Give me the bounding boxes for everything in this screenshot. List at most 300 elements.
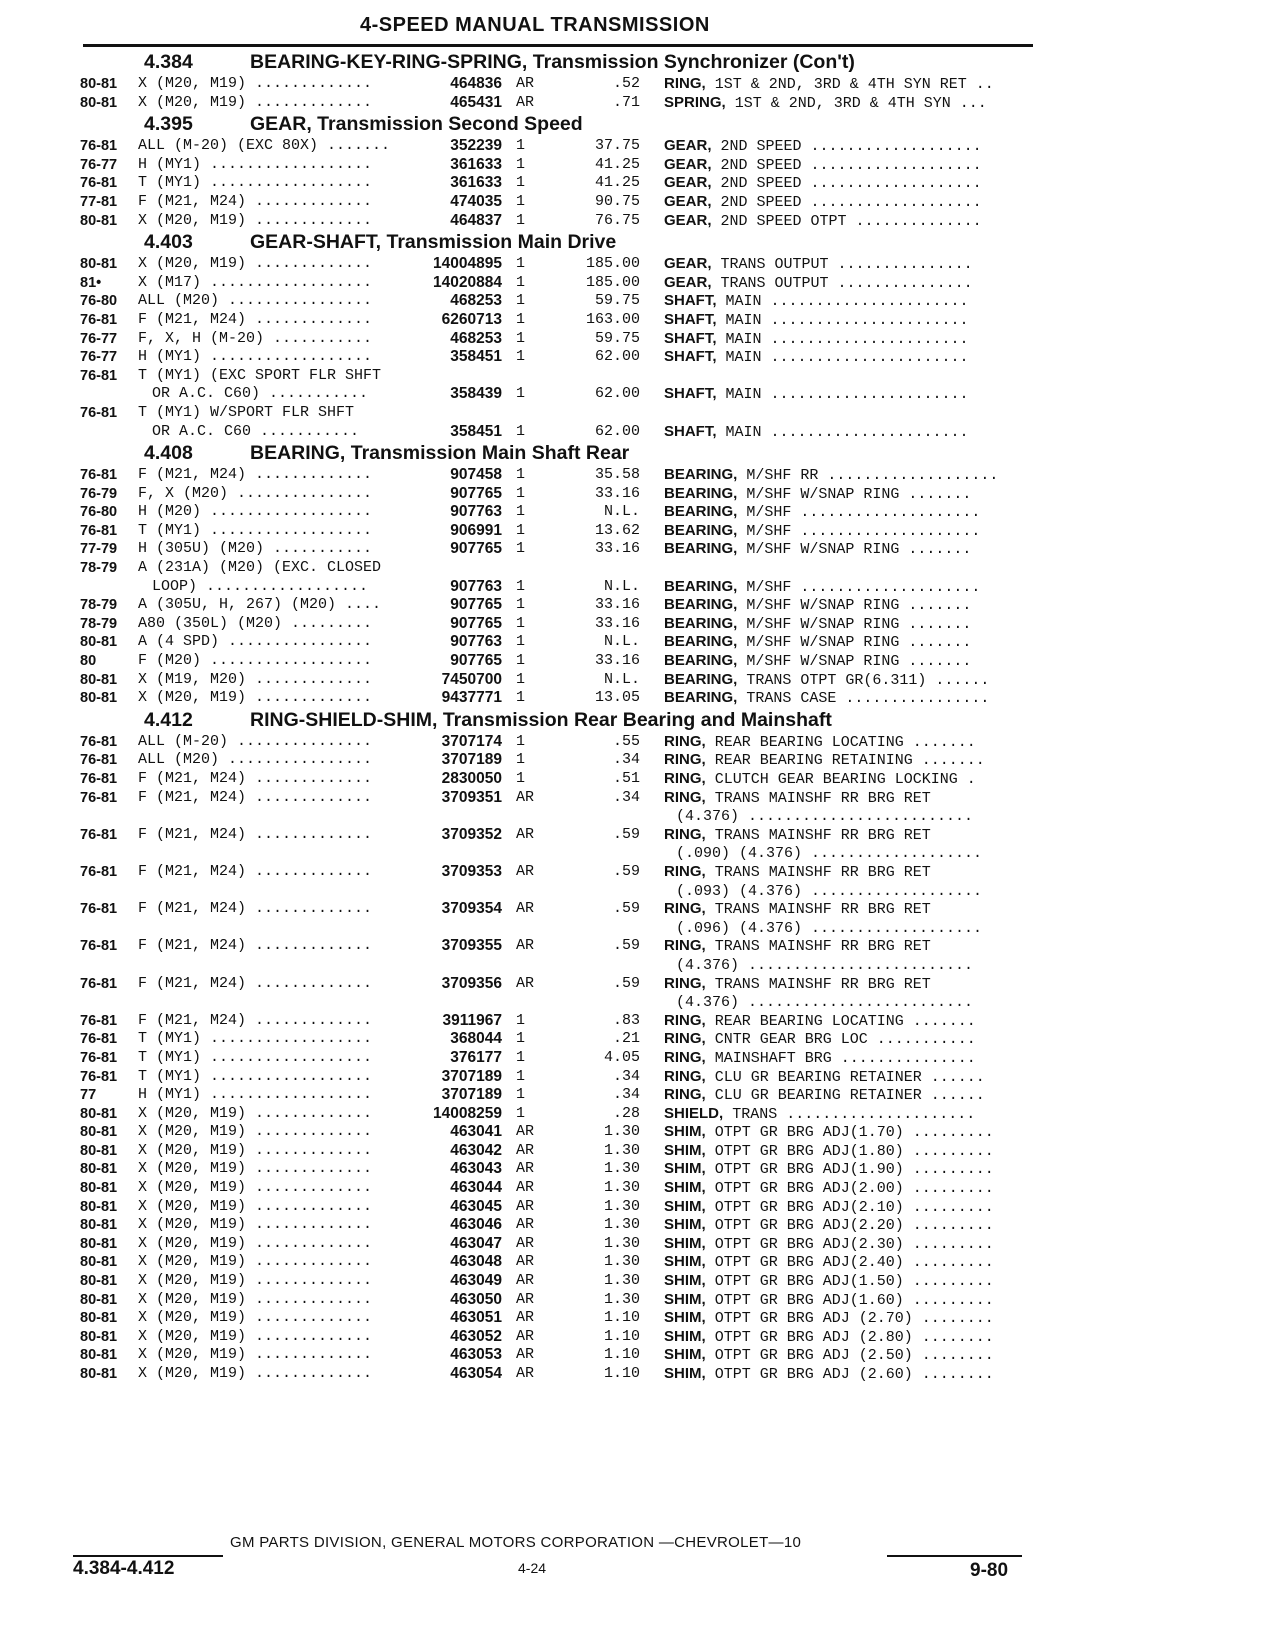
part-name: RING,	[664, 1011, 706, 1029]
model-years: 80-81	[80, 1180, 118, 1197]
part-row	[80, 596, 1035, 615]
list-price: 1.30	[603, 1197, 640, 1215]
list-price: 1.30	[603, 1272, 640, 1290]
quantity: AR	[516, 1123, 535, 1141]
quantity: 1	[516, 577, 526, 595]
part-description	[664, 75, 1034, 95]
description-text: TRANS .....................	[732, 1105, 976, 1123]
part-description	[664, 1346, 1034, 1366]
part-row	[80, 1328, 1035, 1347]
part-number: 3709356	[441, 974, 502, 992]
part-number: 463043	[450, 1160, 502, 1178]
part-row	[80, 1179, 1035, 1198]
description-text: REAR BEARING RETAINING .......	[714, 752, 985, 770]
model-years: 77-79	[80, 541, 118, 558]
part-name: RING,	[664, 825, 706, 843]
part-name: RING,	[664, 1067, 706, 1085]
part-description	[664, 733, 1034, 753]
list-price: .59	[612, 862, 640, 880]
model-line: H (M20) ..................	[138, 503, 373, 521]
part-name: SHAFT,	[664, 348, 717, 366]
part-description	[664, 292, 1034, 312]
part-name: BEARING,	[664, 521, 738, 539]
part-number: 3709352	[441, 825, 502, 843]
quantity: AR	[516, 93, 535, 111]
part-description	[664, 274, 1034, 294]
description-text: OTPT GR BRG ADJ(1.60) .........	[714, 1291, 994, 1309]
part-row	[80, 1272, 1035, 1291]
part-name: SHAFT,	[664, 422, 717, 440]
description-text: MAIN ......................	[725, 293, 969, 311]
part-row	[80, 733, 1035, 752]
quantity: 1	[516, 1086, 526, 1104]
part-description	[664, 578, 1034, 598]
list-price: .83	[612, 1011, 640, 1029]
part-description	[664, 540, 1034, 560]
part-description	[664, 937, 1034, 975]
description-text: M/SHF ....................	[746, 522, 981, 540]
description-text: OTPT GR BRG ADJ (2.80) ........	[714, 1328, 994, 1346]
part-number: 463052	[450, 1327, 502, 1345]
part-row	[80, 348, 1035, 367]
part-row	[80, 770, 1035, 789]
quantity: AR	[516, 974, 535, 992]
model-years: 80-81	[80, 76, 118, 92]
model-line: F (M21, M24) .............	[138, 770, 373, 787]
part-row	[80, 559, 1035, 596]
footer-section-range: 4.384-4.412	[73, 1558, 175, 1579]
model-line: X (M20, M19) .............	[138, 1365, 373, 1382]
part-number: 463049	[450, 1272, 502, 1290]
description-text: M/SHF ....................	[746, 504, 981, 522]
model-years: 78-79	[80, 597, 118, 614]
description-text: OTPT GR BRG ADJ(1.80) .........	[714, 1142, 994, 1160]
part-description	[664, 1328, 1034, 1348]
part-description	[664, 385, 1034, 405]
part-number: 907765	[450, 614, 502, 632]
quantity: AR	[516, 1197, 535, 1215]
section-number: 4.412	[144, 708, 193, 731]
list-price: 1.30	[603, 1123, 640, 1141]
list-price: .59	[612, 974, 640, 992]
part-name: SHAFT,	[664, 329, 717, 347]
list-price: .59	[612, 937, 640, 955]
model-years: 76-81	[80, 975, 118, 992]
part-row	[80, 1309, 1035, 1328]
part-name: BEARING,	[664, 577, 738, 595]
part-name: SHAFT,	[664, 385, 717, 403]
quantity: AR	[516, 937, 535, 955]
quantity: 1	[516, 652, 526, 670]
model-line: T (MY1) (EXC SPORT FLR SHFT	[138, 366, 382, 384]
part-description	[664, 330, 1034, 350]
model-line: X (M20, M19) .............	[138, 1141, 373, 1159]
quantity: 1	[516, 521, 526, 539]
part-number: 468253	[450, 329, 502, 347]
description-text: TRANS MAINSHF RR BRG RET	[714, 975, 931, 993]
description-text: OTPT GR BRG ADJ(2.00) .........	[714, 1180, 994, 1198]
model-line: H (MY1) ..................	[138, 348, 373, 366]
model-line: F, X (M20) ...............	[138, 484, 373, 502]
list-price: 62.00	[594, 348, 640, 366]
part-number: 907763	[450, 633, 502, 651]
description-text: MAIN ......................	[725, 311, 969, 329]
part-number: 474035	[450, 192, 502, 210]
list-price: 37.75	[594, 137, 640, 155]
quantity: AR	[516, 1327, 535, 1345]
list-price: 62.00	[594, 385, 640, 403]
list-price: 62.00	[594, 422, 640, 440]
description-text: TRANS MAINSHF RR BRG RET	[714, 938, 931, 956]
quantity: 1	[516, 633, 526, 651]
section-title: GEAR, Transmission Second Speed	[250, 113, 583, 136]
model-years: 76-80	[80, 504, 118, 521]
list-price: 163.00	[585, 310, 640, 328]
part-row	[80, 404, 1035, 441]
part-number: 376177	[450, 1048, 502, 1066]
part-row	[80, 1365, 1035, 1384]
part-row	[80, 652, 1035, 671]
part-row	[80, 1198, 1035, 1217]
section-title: GEAR-SHAFT, Transmission Main Drive	[250, 231, 617, 254]
part-description	[664, 348, 1034, 368]
list-price: 41.25	[594, 174, 640, 192]
description-text: TRANS OUTPUT ...............	[720, 274, 973, 292]
part-number: 463045	[450, 1197, 502, 1215]
part-row	[80, 1235, 1035, 1254]
part-row	[80, 311, 1035, 330]
section-number: 4.403	[144, 231, 193, 254]
part-description	[664, 1160, 1034, 1180]
model-line: T (MY1) ..................	[138, 521, 373, 539]
quantity: 1	[516, 155, 526, 173]
model-line: T (MY1) ..................	[138, 1030, 373, 1048]
part-name: SHIM,	[664, 1179, 706, 1197]
model-line: X (M20, M19) .............	[138, 211, 373, 229]
part-row	[80, 485, 1035, 504]
description-text: MAINSHAFT BRG ...............	[714, 1049, 976, 1067]
section-number: 4.395	[144, 113, 193, 136]
model-years: 80-81	[80, 1105, 118, 1122]
description-text: MAIN ......................	[725, 330, 969, 348]
description-text: OTPT GR BRG ADJ (2.50) ........	[714, 1347, 994, 1365]
list-price: 1.30	[603, 1160, 640, 1178]
description-text: OTPT GR BRG ADJ(1.90) .........	[714, 1161, 994, 1179]
list-price: 185.00	[585, 273, 640, 291]
list-price: .52	[612, 75, 640, 92]
part-number: 3709355	[441, 937, 502, 955]
description-continued: (4.376) .........................	[676, 956, 974, 974]
footer-publisher: GM PARTS DIVISION, GENERAL MOTORS CORPORATION —CHEVROLET—10	[230, 1534, 802, 1551]
section-title: RING-SHIELD-SHIM, Transmission Rear Bearing and Mainshaft	[250, 708, 832, 731]
model-line: X (M20, M19) .............	[138, 1346, 373, 1364]
quantity: 1	[516, 1104, 526, 1122]
quantity: 1	[516, 273, 526, 291]
model-years: 76-81	[80, 522, 118, 539]
model-years: 76-81	[80, 826, 118, 843]
list-price: 33.16	[594, 540, 640, 558]
model-line: X (M20, M19) .............	[138, 75, 373, 92]
model-line: X (M20, M19) .............	[138, 1197, 373, 1215]
part-number: 907765	[450, 596, 502, 614]
description-text: 2ND SPEED OTPT ..............	[720, 212, 982, 230]
model-line: X (M20, M19) .............	[138, 689, 373, 707]
description-text: CLUTCH GEAR BEARING LOCKING .	[714, 771, 976, 788]
part-row	[80, 330, 1035, 349]
part-number: 463051	[450, 1309, 502, 1327]
model-line: F (M21, M24) .............	[138, 937, 373, 955]
part-number: 14004895	[433, 255, 502, 273]
model-years: 80-81	[80, 1310, 118, 1327]
part-name: SHIELD,	[664, 1104, 724, 1122]
quantity: AR	[516, 1309, 535, 1327]
description-text: TRANS MAINSHF RR BRG RET	[714, 789, 931, 807]
part-row	[80, 937, 1035, 974]
description-text: OTPT GR BRG ADJ (2.60) ........	[714, 1366, 994, 1383]
model-years: 76-81	[80, 789, 118, 806]
quantity: 1	[516, 1011, 526, 1029]
model-years: 80-81	[80, 690, 118, 707]
part-name: BEARING,	[664, 670, 738, 688]
quantity: 1	[516, 689, 526, 707]
part-description	[664, 1272, 1034, 1292]
part-name: GEAR,	[664, 255, 712, 273]
part-row	[80, 137, 1035, 156]
part-description	[664, 1123, 1034, 1143]
model-line: X (M20, M19) .............	[138, 1327, 373, 1345]
part-row	[80, 466, 1035, 485]
description-text: 2ND SPEED ...................	[720, 138, 982, 156]
part-name: GEAR,	[664, 211, 712, 229]
part-number: 3707174	[441, 732, 502, 750]
part-row	[80, 1142, 1035, 1161]
part-description	[664, 615, 1034, 635]
part-name: SHIM,	[664, 1160, 706, 1178]
part-description	[664, 1235, 1034, 1255]
model-line: X (M20, M19) .............	[138, 1272, 373, 1290]
part-description	[664, 1253, 1034, 1273]
model-years: 76-81	[80, 175, 118, 192]
part-row	[80, 156, 1035, 175]
description-text: M/SHF W/SNAP RING .......	[746, 653, 972, 671]
list-price: 1.30	[603, 1179, 640, 1197]
part-number: 463044	[450, 1179, 502, 1197]
part-row	[80, 522, 1035, 541]
part-row	[80, 367, 1035, 404]
part-number: 468253	[450, 292, 502, 310]
model-line: H (MY1) ..................	[138, 1086, 373, 1104]
part-description	[664, 466, 1034, 486]
description-text: M/SHF W/SNAP RING .......	[746, 615, 972, 633]
list-price: .21	[612, 1030, 640, 1048]
part-row	[80, 1160, 1035, 1179]
list-price: .34	[612, 751, 640, 769]
description-text: OTPT GR BRG ADJ(2.20) .........	[714, 1217, 994, 1235]
list-price: 1.10	[603, 1346, 640, 1364]
part-number: 3709351	[441, 788, 502, 806]
part-row	[80, 826, 1035, 863]
part-name: BEARING,	[664, 596, 738, 614]
description-text: CLU GR BEARING RETAINER ......	[714, 1068, 985, 1086]
model-years: 76-81	[80, 1068, 118, 1085]
quantity: AR	[516, 862, 535, 880]
model-line: F (M21, M24) .............	[138, 788, 373, 806]
list-price: .59	[612, 825, 640, 843]
model-line: X (M20, M19) .............	[138, 1309, 373, 1327]
description-text: 2ND SPEED ...................	[720, 156, 982, 174]
part-name: BEARING,	[664, 614, 738, 632]
model-line: A80 (350L) (M20) .........	[138, 614, 373, 632]
quantity: AR	[516, 1253, 535, 1271]
model-line: T (MY1) ..................	[138, 1067, 373, 1085]
description-continued: (.096) (4.376) ...................	[676, 919, 983, 937]
part-description	[664, 863, 1034, 901]
part-number: 6260713	[441, 310, 502, 328]
model-line: F (M21, M24) .............	[138, 310, 373, 328]
part-description	[664, 789, 1034, 827]
model-years: 80-81	[80, 1328, 118, 1345]
model-line: X (M20, M19) .............	[138, 1160, 373, 1178]
part-row	[80, 255, 1035, 274]
quantity: 1	[516, 348, 526, 366]
model-years: 80-81	[80, 1161, 118, 1178]
part-row	[80, 1068, 1035, 1087]
description-text: 1ST & 2ND, 3RD & 4TH SYN ...	[734, 94, 987, 112]
model-line: F (M21, M24) .............	[138, 466, 373, 484]
description-text: M/SHF W/SNAP RING .......	[746, 485, 972, 503]
part-number: 465431	[450, 93, 502, 111]
description-text: MAIN ......................	[725, 386, 969, 404]
list-price: .34	[612, 788, 640, 806]
part-name: SHAFT,	[664, 310, 717, 328]
part-name: RING,	[664, 900, 706, 918]
model-line: H (MY1) ..................	[138, 155, 373, 173]
part-name: SHIM,	[664, 1216, 706, 1234]
quantity: AR	[516, 1179, 535, 1197]
quantity: 1	[516, 614, 526, 632]
list-price: N.L.	[603, 503, 640, 521]
description-text: M/SHF W/SNAP RING .......	[746, 634, 972, 652]
part-number: 463047	[450, 1234, 502, 1252]
part-name: SHIM,	[664, 1309, 706, 1327]
part-name: BEARING,	[664, 689, 738, 707]
part-description	[664, 770, 1034, 790]
part-description	[664, 485, 1034, 505]
part-number: 907458	[450, 466, 502, 484]
model-line: ALL (M-20) (EXC 80X) .......	[138, 137, 391, 155]
model-line: X (M20, M19) .............	[138, 1234, 373, 1252]
model-years: 76-81	[80, 311, 118, 328]
part-name: BEARING,	[664, 540, 738, 558]
list-price: .71	[612, 93, 640, 111]
model-line-continued: OR A.C. C60 ...........	[152, 422, 360, 440]
part-number: 907765	[450, 652, 502, 670]
model-years: 80-81	[80, 634, 118, 651]
part-row	[80, 863, 1035, 900]
part-name: SHIM,	[664, 1327, 706, 1345]
model-years: 80-81	[80, 1273, 118, 1290]
model-line: A (231A) (M20) (EXC. CLOSED	[138, 559, 382, 577]
part-description	[664, 652, 1034, 672]
part-description	[664, 633, 1034, 653]
model-years: 76-77	[80, 349, 118, 366]
part-number: 907765	[450, 540, 502, 558]
list-price: 1.30	[603, 1234, 640, 1252]
model-line: X (M20, M19) .............	[138, 1253, 373, 1271]
quantity: 1	[516, 292, 526, 310]
list-price: 33.16	[594, 652, 640, 670]
section-heading	[80, 230, 1035, 255]
description-text: MAIN ......................	[725, 423, 969, 441]
model-years: 76-79	[80, 485, 118, 502]
part-row	[80, 975, 1035, 1012]
part-description	[664, 1068, 1034, 1088]
part-description	[664, 212, 1034, 232]
part-row	[80, 671, 1035, 690]
quantity: 1	[516, 1030, 526, 1048]
part-description	[664, 522, 1034, 542]
quantity: AR	[516, 1234, 535, 1252]
part-description	[664, 900, 1034, 938]
quantity: 1	[516, 596, 526, 614]
quantity: AR	[516, 1365, 535, 1382]
part-description	[664, 1142, 1034, 1162]
part-row	[80, 1123, 1035, 1142]
model-years: 80-81	[80, 1291, 118, 1308]
model-line: F (M20) ..................	[138, 652, 373, 670]
part-description	[664, 94, 1034, 114]
model-line: X (M20, M19) .............	[138, 93, 373, 111]
model-years: 80-81	[80, 212, 118, 229]
part-name: RING,	[664, 75, 706, 92]
part-name: SHIM,	[664, 1123, 706, 1141]
part-row	[80, 75, 1035, 94]
description-text: M/SHF ....................	[746, 578, 981, 596]
footer-rule-left	[73, 1555, 223, 1557]
quantity: 1	[516, 1048, 526, 1066]
part-description	[664, 1365, 1034, 1385]
part-row	[80, 1030, 1035, 1049]
list-price: 13.62	[594, 521, 640, 539]
model-line: X (M20, M19) .............	[138, 1216, 373, 1234]
list-price: .51	[612, 770, 640, 787]
description-text: TRANS CASE ................	[746, 690, 990, 708]
part-number: 358439	[450, 385, 502, 403]
model-years: 80-81	[80, 671, 118, 688]
quantity: 1	[516, 310, 526, 328]
title-rule	[83, 44, 1033, 47]
model-years: 76-81	[80, 938, 118, 955]
part-number: 2830050	[441, 770, 502, 787]
model-years: 76-81	[80, 771, 118, 787]
quantity: 1	[516, 422, 526, 440]
quantity: AR	[516, 75, 535, 92]
part-number: 14020884	[433, 273, 502, 291]
part-row	[80, 1253, 1035, 1272]
part-number: 14008259	[433, 1104, 502, 1122]
part-name: GEAR,	[664, 273, 712, 291]
model-years: 76-81	[80, 1012, 118, 1029]
part-number: 907765	[450, 484, 502, 502]
part-number: 463054	[450, 1365, 502, 1382]
quantity: 1	[516, 255, 526, 273]
part-name: RING,	[664, 788, 706, 806]
list-price: 185.00	[585, 255, 640, 273]
part-number: 361633	[450, 155, 502, 173]
part-number: 368044	[450, 1030, 502, 1048]
quantity: AR	[516, 1160, 535, 1178]
quantity: 1	[516, 503, 526, 521]
